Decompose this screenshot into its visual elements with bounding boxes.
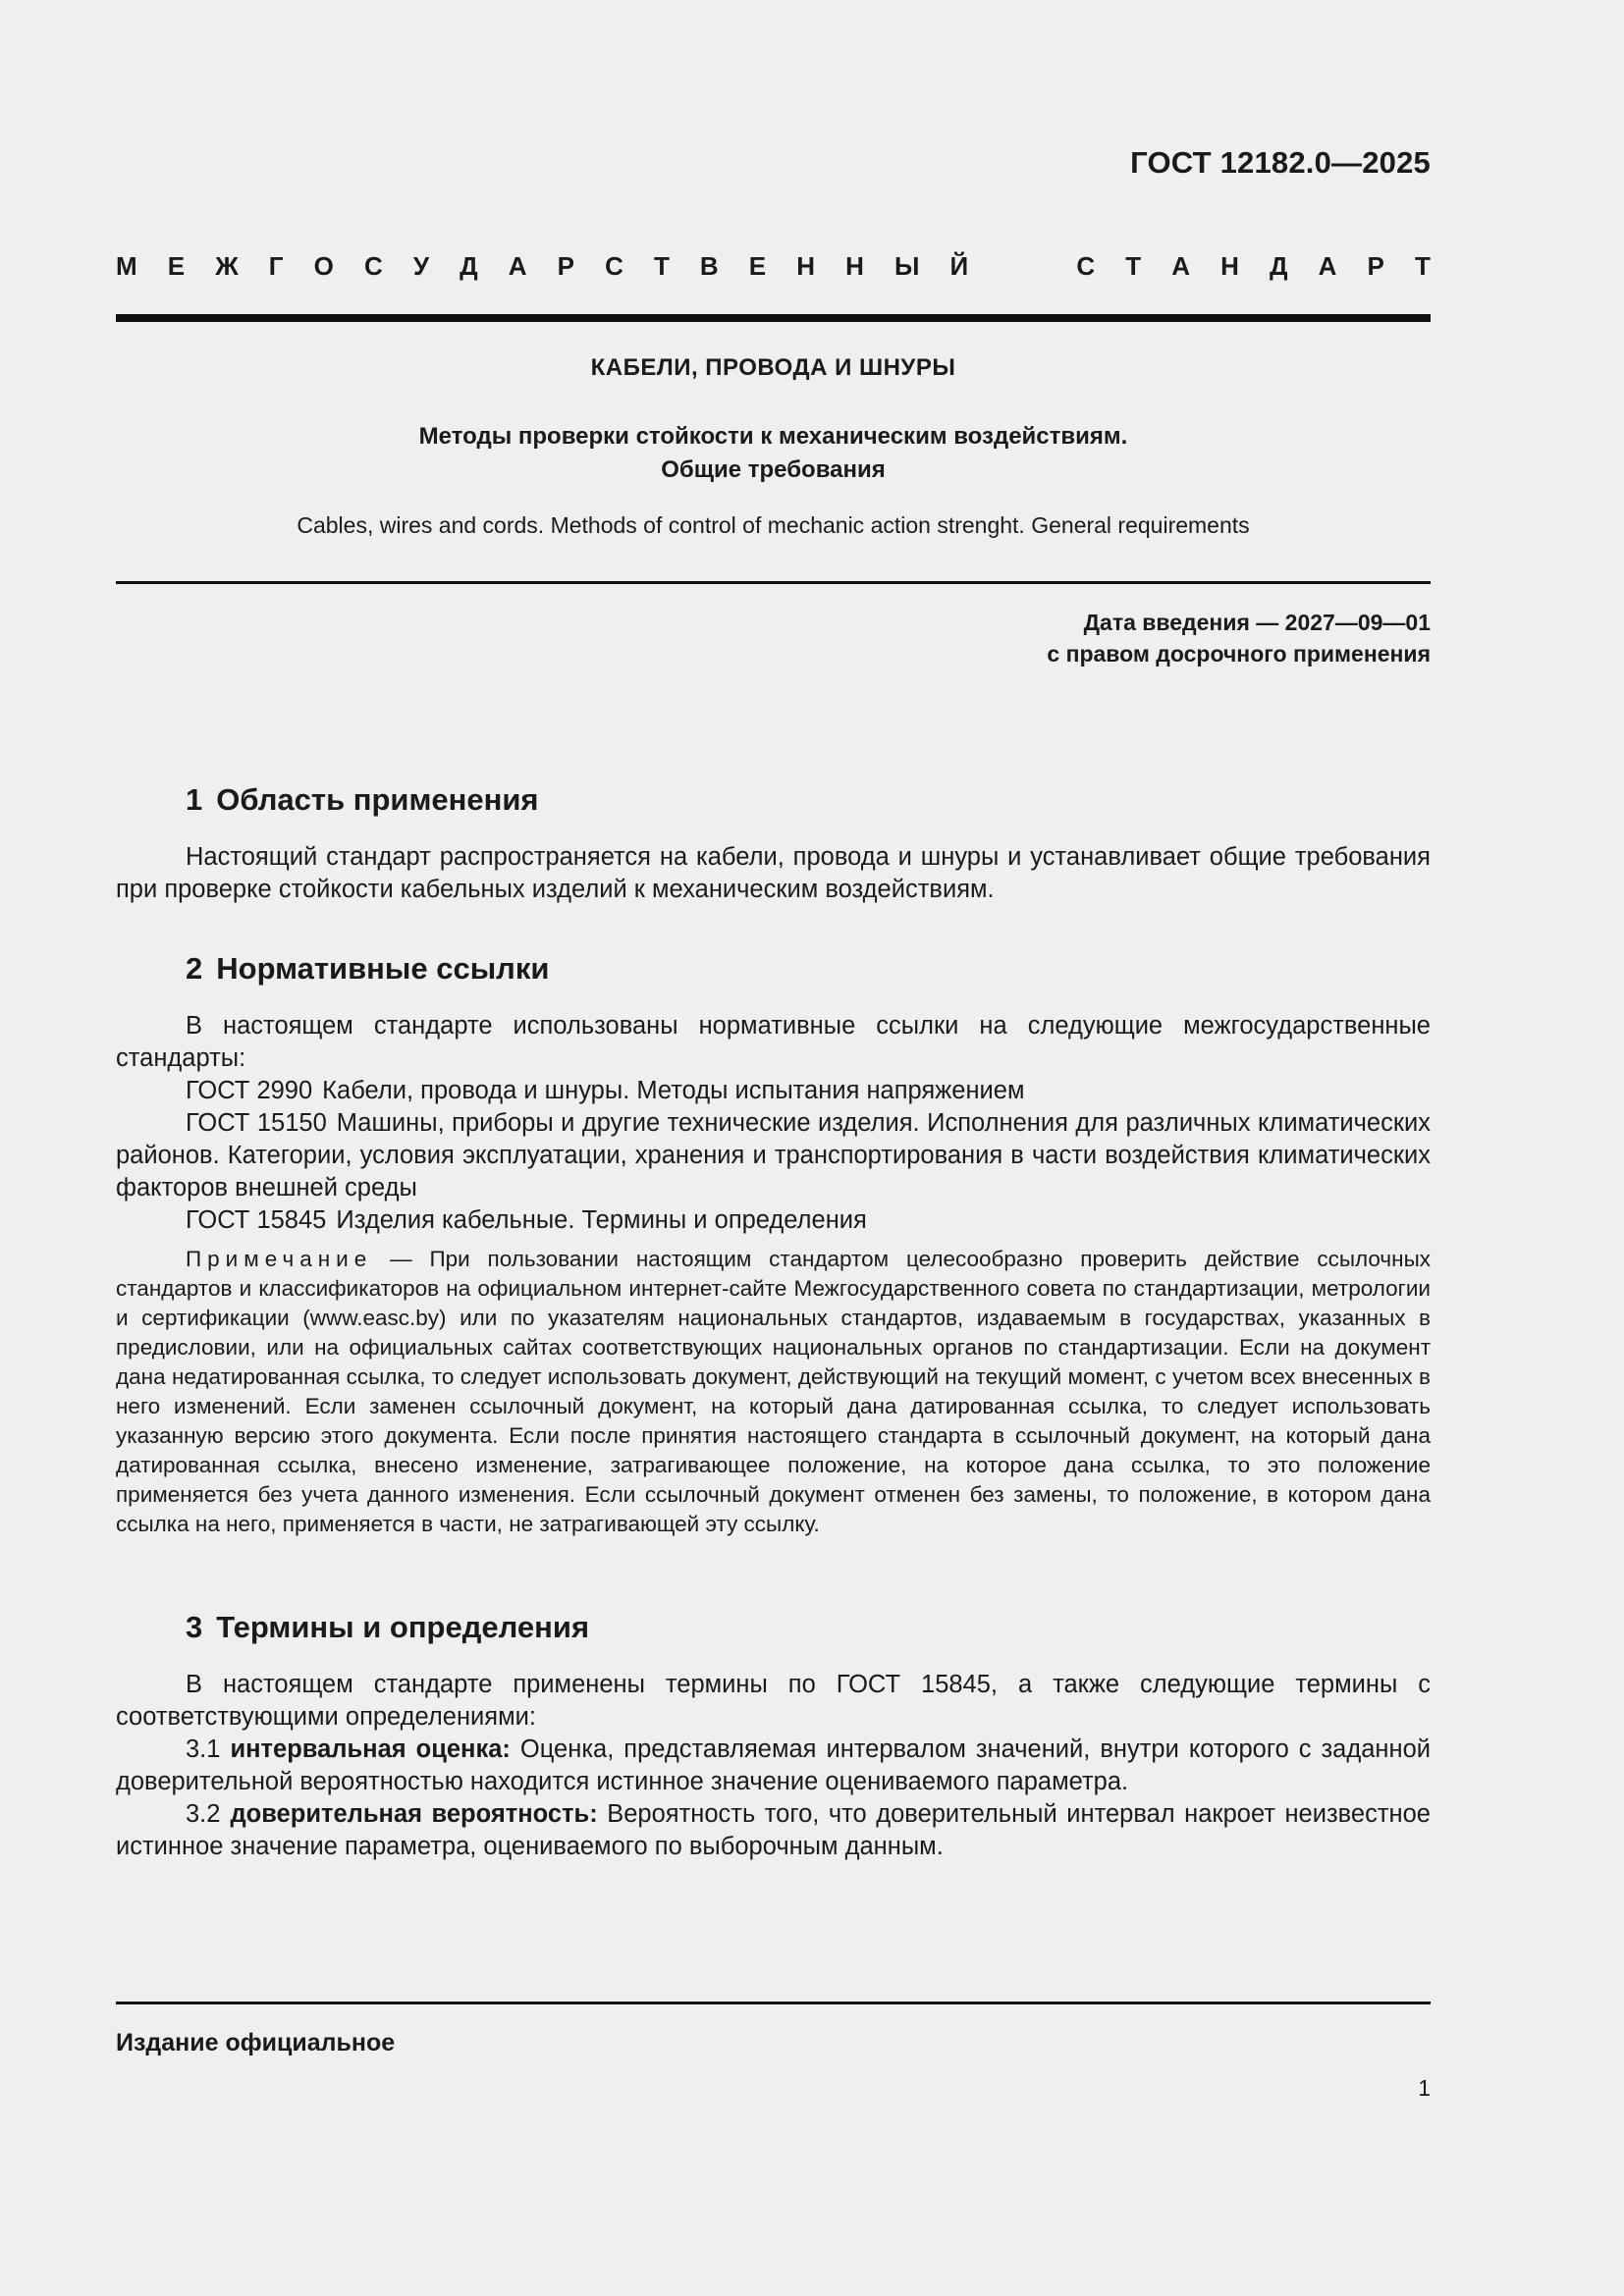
section-title: Область применения bbox=[216, 782, 539, 817]
term-name: доверительная вероятность: bbox=[230, 1800, 598, 1828]
standard-type-letter: У bbox=[412, 251, 430, 281]
term-number: 3.1 bbox=[186, 1735, 221, 1763]
standard-type-letter: Д bbox=[1270, 251, 1288, 281]
term-definition: Оценка, представляемая интервалом значений, внутри которого с заданной доверительной вероятностью находится истинное значение оцениваемого параметра. bbox=[116, 1735, 1431, 1795]
reference-item bbox=[116, 1204, 1431, 1237]
standard-type bbox=[116, 251, 1431, 282]
standard-type-letter: Р bbox=[557, 251, 574, 281]
english-title: Cables, wires and cords. Methods of control of mechanic action strenght. General requirements bbox=[297, 512, 1250, 538]
standard-type-letter: А bbox=[508, 251, 527, 281]
title-rule bbox=[116, 581, 1431, 584]
subtitle-line-1: Методы проверки стойкости к механическим воздействиям. bbox=[418, 423, 1128, 450]
page-number: 1 bbox=[1418, 2075, 1431, 2101]
reference-title: Кабели, провода и шнуры. Методы испытания напряжением bbox=[322, 1077, 1025, 1104]
paragraph: В настоящем стандарте применены термины по ГОСТ 15845, а также следующие термины с соответствующими определениями: bbox=[116, 1671, 1431, 1731]
standard-type-letter: Т bbox=[653, 251, 670, 281]
standard-type-letter: Р bbox=[1367, 251, 1384, 281]
reference-title: Машины, приборы и другие технические изделия. Исполнения для различных климатических районов. Категории, условия эксплуатации, хранения и транспортирования в части воздействия климатических факторов внешней среды bbox=[116, 1109, 1432, 1201]
introduction-date-line: Дата введения — 2027—09—01 bbox=[1083, 610, 1431, 635]
word-gap bbox=[999, 251, 1046, 282]
standard-type-letter: Н bbox=[845, 251, 864, 281]
standard-type-letter: Н bbox=[1220, 251, 1239, 281]
standard-type-letter: Н bbox=[796, 251, 816, 281]
note-text: — При пользовании настоящим стандартом целесообразно проверить действие ссылочных стандартов и классификаторов на официальном интернет-сайте Межгосударственного совета по стандартизации, метрологии и сертификации (www.easc.by) или по указателям национальных стандартов, издаваемым в государствах, указанных в предисловии, или на официальных сайтах соответствующих национальных органов по стандартизации. Если на документ дана недатированная ссылка, то следует использовать документ, действующий на текущий момент, с учетом всех внесенных в него изменений. Если заменен ссылочный документ, на который дана датированная ссылка, то следует использовать указанную версию этого документа. Если после принятия настоящего стандарта в ссылочный документ, на который дана датированная ссылка, внесено изменение, затрагивающее положение, на которое дана ссылка, то это положение применяется без учета данного изменения. Если ссылочный документ отменен без замены, то положение, в котором дана ссылка на него, применяется в части, не затрагивающей эту ссылку. bbox=[116, 1247, 1431, 1536]
section-heading bbox=[116, 780, 1431, 820]
subtitle-line-2: Общие требования bbox=[661, 456, 886, 483]
document-title: КАБЕЛИ, ПРОВОДА И ШНУРЫ bbox=[590, 354, 956, 381]
footer-rule bbox=[116, 2002, 1431, 2004]
standard-type-letter: В bbox=[699, 251, 719, 281]
term-name: интервальная оценка: bbox=[230, 1735, 511, 1763]
section-title: Нормативные ссылки bbox=[216, 951, 550, 986]
standard-type-letter: Ы bbox=[893, 251, 920, 281]
standard-type-letter: Т bbox=[1125, 251, 1142, 281]
standard-type-letter: Г bbox=[268, 251, 284, 281]
reference-title: Изделия кабельные. Термины и определения bbox=[336, 1206, 867, 1234]
note bbox=[116, 1245, 1431, 1539]
introduction-date bbox=[1047, 607, 1431, 669]
standard-number: ГОСТ 12182.0—2025 bbox=[1130, 145, 1431, 180]
header-rule bbox=[116, 314, 1431, 322]
document-subtitle bbox=[116, 420, 1431, 487]
standard-type-letter: А bbox=[1171, 251, 1191, 281]
section-scope bbox=[116, 780, 1431, 906]
term-number: 3.2 bbox=[186, 1800, 221, 1828]
section-heading bbox=[116, 1608, 1431, 1647]
standard-type-letter: А bbox=[1318, 251, 1337, 281]
reference-code: ГОСТ 15845 bbox=[186, 1206, 327, 1234]
standard-type-letter: Й bbox=[949, 251, 969, 281]
term-definition: Вероятность того, что доверительный интервал накроет неизвестное истинное значение параметра, оцениваемого по выборочным данным. bbox=[116, 1800, 1431, 1860]
standard-type-letter: Т bbox=[1414, 251, 1431, 281]
standard-type-letter: С bbox=[605, 251, 623, 281]
document-body bbox=[116, 780, 1431, 1863]
section-number: 2 bbox=[186, 951, 203, 986]
note-label: Примечание bbox=[186, 1247, 373, 1271]
term-entry bbox=[116, 1798, 1431, 1863]
official-edition: Издание официальное bbox=[116, 2029, 396, 2056]
standard-type-letter: Е bbox=[748, 251, 767, 281]
term-entry bbox=[116, 1734, 1431, 1798]
section-title: Термины и определения bbox=[216, 1610, 590, 1644]
section-normative-references bbox=[116, 949, 1431, 1539]
section-number: 3 bbox=[186, 1610, 203, 1644]
section-number: 1 bbox=[186, 782, 203, 817]
section-terms-definitions bbox=[116, 1608, 1431, 1863]
paragraph: Настоящий стандарт распространяется на кабели, провода и шнуры и устанавливает общие требования при проверке стойкости кабельных изделий к механическим воздействиям. bbox=[116, 843, 1431, 903]
standard-type-letter: С bbox=[1076, 251, 1096, 281]
standard-type-letter: М bbox=[116, 251, 137, 281]
standard-type-letter: Ж bbox=[215, 251, 239, 281]
standard-type-letter: Е bbox=[167, 251, 186, 281]
early-application-line: с правом досрочного применения bbox=[1047, 641, 1431, 667]
standard-type-letter: С bbox=[363, 251, 383, 281]
reference-item bbox=[116, 1107, 1431, 1204]
reference-code: ГОСТ 15150 bbox=[186, 1109, 327, 1137]
standard-type-letter: Д bbox=[460, 251, 478, 281]
section-heading bbox=[116, 949, 1431, 988]
reference-code: ГОСТ 2990 bbox=[186, 1077, 313, 1104]
standard-type-letter: О bbox=[313, 251, 334, 281]
reference-item bbox=[116, 1075, 1431, 1107]
paragraph: В настоящем стандарте использованы нормативные ссылки на следующие межгосударственные стандарты: bbox=[116, 1012, 1431, 1072]
